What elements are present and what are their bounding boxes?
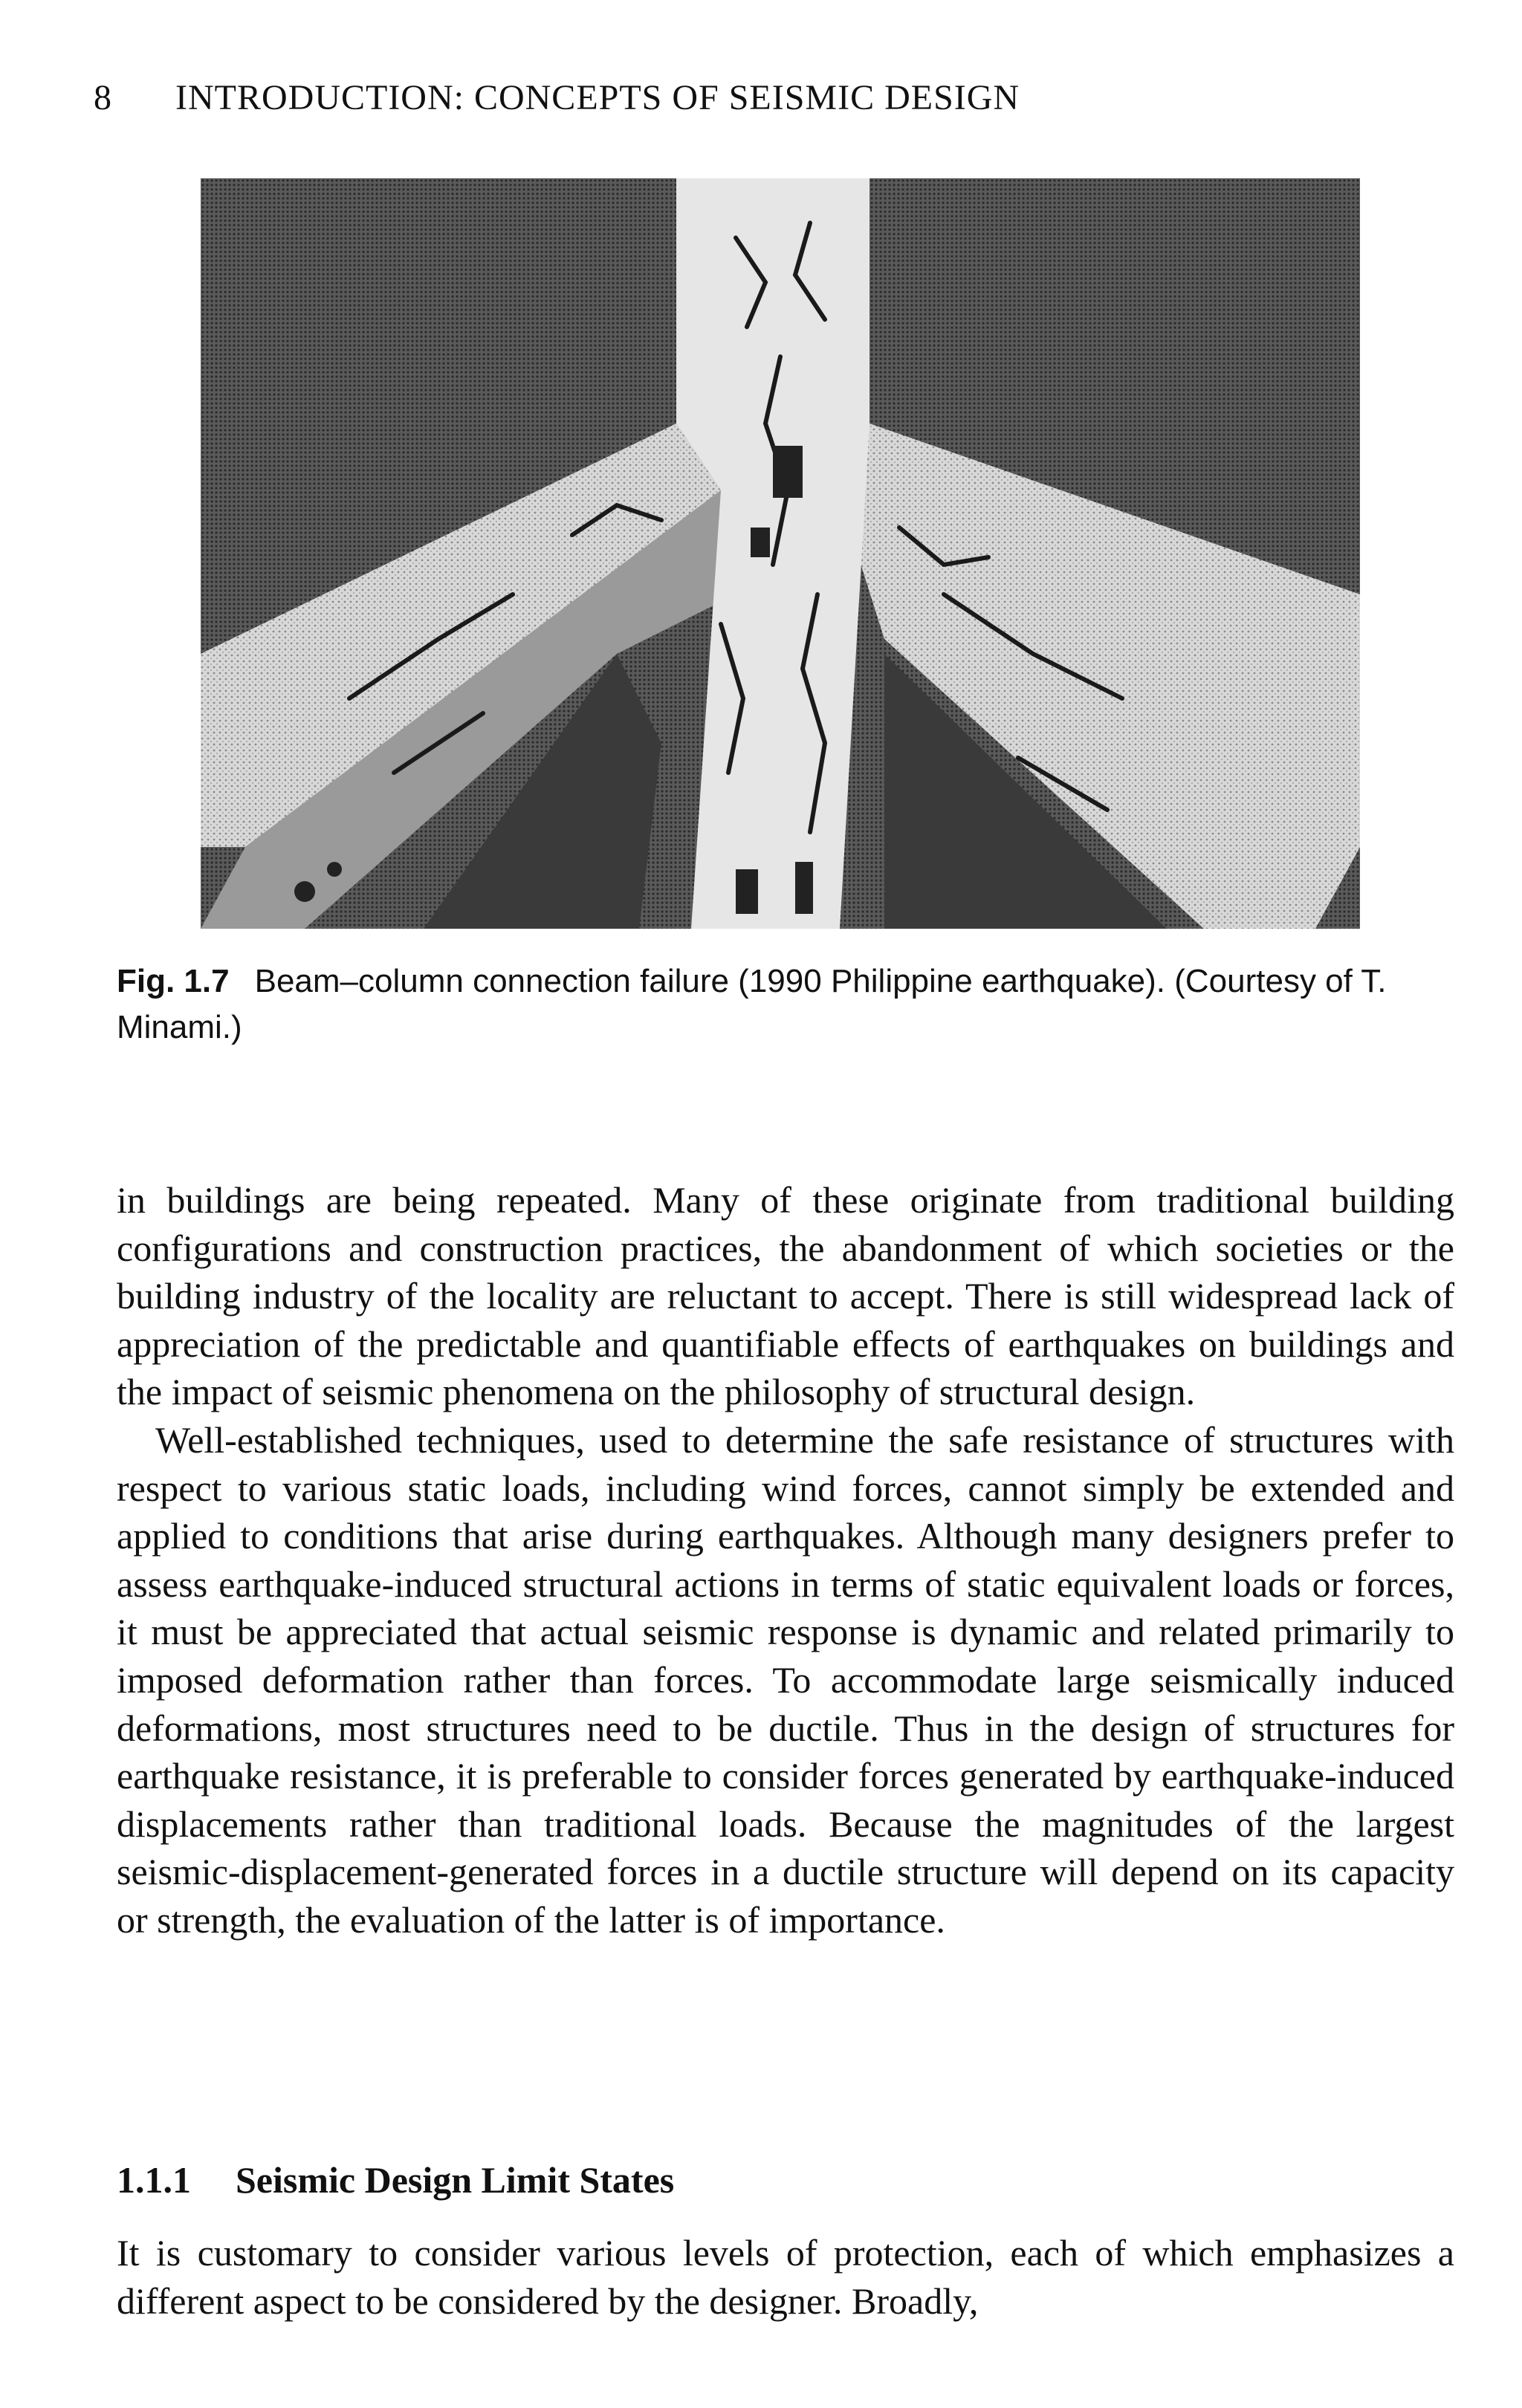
photo-illustration xyxy=(201,178,1360,929)
paragraph: It is customary to consider various levels of protection, each of which emphasizes a different aspect to be considered by the designer. Broadly, xyxy=(117,2232,1454,2322)
figure-photo-beam-column-failure xyxy=(201,178,1360,929)
paragraph: in buildings are being repeated. Many of these originate from traditional building configurations and construction practices, the abandonment of which societies or the building industry of the locality are reluctant to accept. There is still widespread lack of appreciation of the predictable and quantifiable effects of earthquakes on buildings and the impact of seismic phenomena on the philosophy of structural design. xyxy=(117,1179,1454,1413)
figure-label: Fig. 1.7 xyxy=(117,963,230,999)
running-header xyxy=(94,77,1431,118)
section-number: 1.1.1 xyxy=(117,2159,191,2201)
body-text-block xyxy=(117,1176,1454,1944)
section-heading xyxy=(117,2158,1454,2201)
figure-caption xyxy=(117,958,1454,1051)
page-number: 8 xyxy=(94,78,112,117)
figure-caption-text: Beam–column connection failure (1990 Philippine earthquake). (Courtesy of T. Minami.) xyxy=(117,963,1387,1045)
section-title: Seismic Design Limit States xyxy=(236,2159,675,2201)
section-body-text xyxy=(117,2229,1454,2325)
running-title: INTRODUCTION: CONCEPTS OF SEISMIC DESIGN xyxy=(175,78,1020,117)
paragraph: Well-established techniques, used to determine the safe resistance of structures with respect to various static loads, including wind forces, cannot simply be extended and applied to conditions that arise during earthquakes. Although many designers prefer to assess earthquake-induced structural actions in terms of static equivalent loads or forces, it must be appreciated that actual seismic response is dynamic and related primarily to imposed deformation rather than forces. To accommodate large seismically induced deformations, most structures need to be ductile. Thus in the design of structures for earthquake resistance, it is preferable to consider forces generated by earthquake-induced displacements rather than traditional loads. Because the magnitudes of the largest seismic-displacement-generated forces in a ductile structure will depend on its capacity or strength, the evaluation of the latter is of importance. xyxy=(117,1418,1454,1941)
